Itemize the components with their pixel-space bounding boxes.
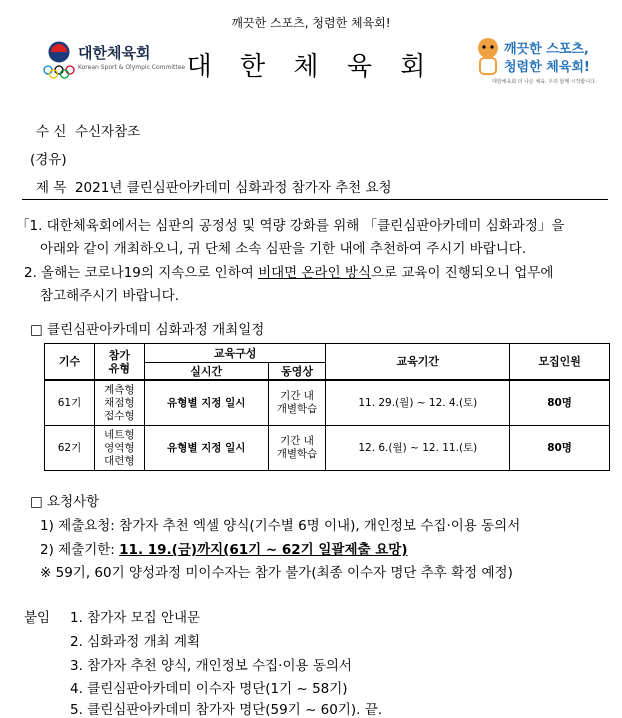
campaign-slogan-line1: 깨끗한 스포츠, [504,42,589,57]
paragraph-1-line1: 「1. 대한체육회에서는 심판의 공정성 및 역량 강화를 위해 「클린심판아카데미 심화과정」을 [16,218,565,234]
header-type: 참가 유형 [94,344,144,381]
cell-type: 네트형 영역형 대련형 [94,426,144,471]
attachment-item: 5. 클린심판아카데미 참가자 명단(59기 ~ 60기). 끝. [70,702,383,718]
paragraph-2-text-c: 으로 교육이 진행되오니 업무에 [371,265,554,281]
attachment-item: 2. 심화과정 개최 계획 [70,634,201,650]
table-row [45,426,610,471]
logo-left-english-text: Korean Sport & Olympic Committee [78,64,186,71]
header-capacity: 모집인원 [510,344,610,381]
cell-video: 기간 내 개별학습 [268,426,326,471]
subject-label: 제 목 [36,180,67,196]
header-gisu: 기수 [45,344,95,381]
cell-gisu: 62기 [45,426,95,471]
request-note: ※ 59기, 60기 양성과정 미이수자는 참가 불가(최종 이수자 명단 추후 확정 예정) [40,565,513,581]
organization-title: 대 한 체 육 회 [186,52,436,82]
cell-live: 유형별 지정 일시 [144,426,268,471]
schedule-heading: □ 클린심판아카데미 심화과정 개최일정 [30,322,265,338]
request-deadline: 11. 19.(금)까지(61기 ~ 62기 일괄제출 요망) [119,542,408,558]
cell-type: 계측형 채점형 접수형 [94,380,144,426]
paragraph-2-emphasis: 비대면 온라인 방식 [258,265,372,281]
paragraph-2-line1 [24,261,553,281]
header-composition: 교육구성 [144,344,326,363]
campaign-tagline: 대한체육회 더 나은 체육, 우리 함께 시작합니다. [492,79,597,85]
recipient-line [36,120,140,140]
logo-left-korean-text: 대한체육회 [78,44,151,62]
request-item-2 [40,538,408,558]
recipient-value: 수신자참조 [74,124,141,140]
cell-gisu: 61기 [45,380,95,426]
header-live: 실시간 [144,363,268,381]
attachment-item: 1. 참가자 모집 안내문 [70,610,201,626]
cell-video: 기간 내 개별학습 [268,380,326,426]
request-item-1: 1) 제출요청: 참가자 추천 엑셀 양식(기수별 6명 이내), 개인정보 수집·이용 동의서 [40,518,521,534]
cell-period: 12. 6.(월) ~ 12. 11.(토) [326,426,510,471]
cell-capacity: 80명 [510,380,610,426]
schedule-table [44,343,610,471]
divider [22,199,608,200]
paragraph-2-line2: 참고해주시기 바랍니다. [40,288,179,304]
via-line: (경유) [30,152,67,168]
slogan: 깨끗한 스포츠, 청렴한 체육회! [231,16,391,30]
paragraph-1-line2: 아래와 같이 개최하오니, 귀 단체 소속 심판을 기한 내에 추천하여 주시기 바랍니다. [40,241,527,257]
paragraph-2-text-a: 2. 올해는 코로나19의 지속으로 인하여 [24,265,259,281]
request-item-2-label: 2) 제출기한: [40,542,120,558]
attachments-label: 붙임 [24,610,51,626]
requests-heading: □ 요청사항 [30,494,100,510]
header-period: 교육기간 [326,344,510,381]
mascot-icon [474,36,504,80]
attachment-item: 4. 클린심판아카데미 이수자 명단(1기 ~ 58기) [70,681,348,697]
subject-value: 2021년 클린심판아카데미 심화과정 참가자 추천 요청 [74,180,392,196]
cell-capacity: 80명 [510,426,610,471]
campaign-logo [474,36,606,96]
cell-live: 유형별 지정 일시 [144,380,268,426]
cell-period: 11. 29.(월) ~ 12. 4.(토) [326,380,510,426]
header-video: 동영상 [268,363,326,381]
subject-line [36,176,392,196]
attachment-item: 3. 참가자 추천 양식, 개인정보 수집·이용 동의서 [70,658,352,674]
recipient-label: 수 신 [36,124,67,140]
table-row [45,380,610,426]
campaign-slogan-line2: 청렴한 체육회! [504,60,590,75]
